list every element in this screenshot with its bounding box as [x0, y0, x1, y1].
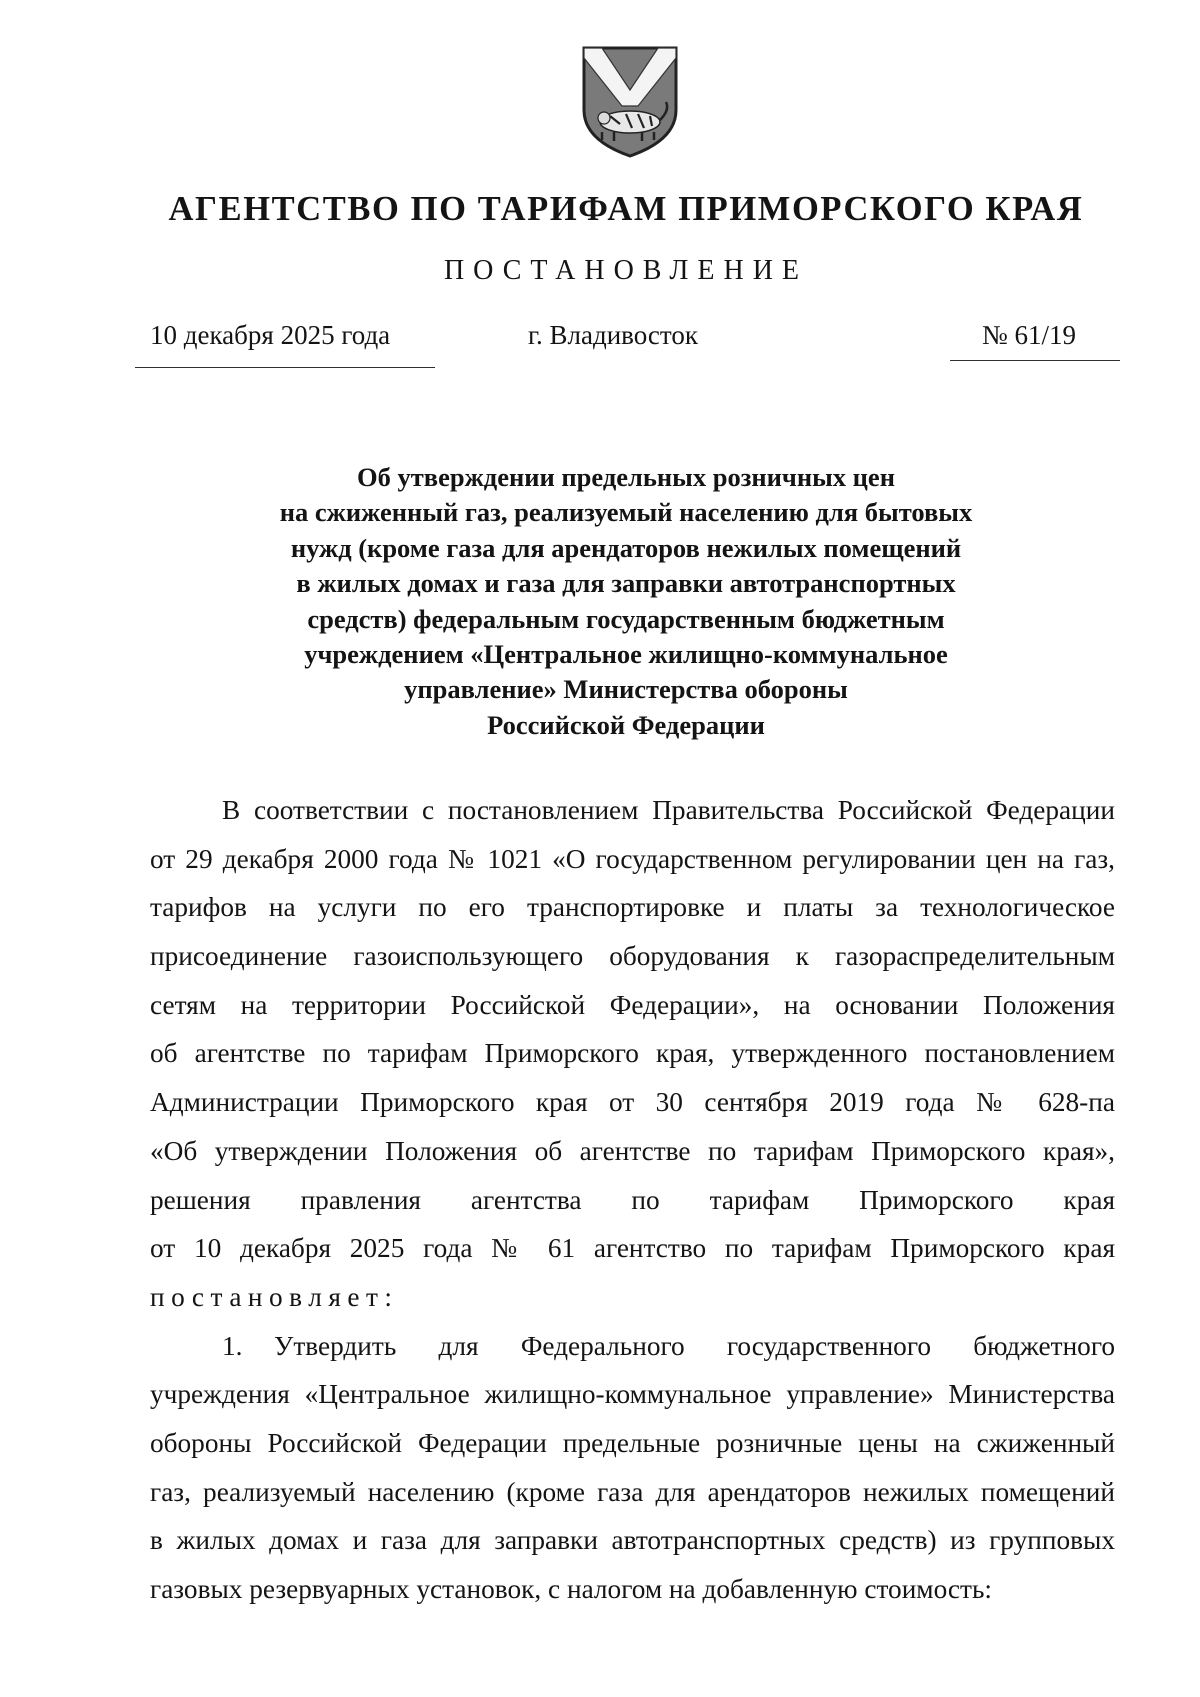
title-line: нужд (кроме газа для арендаторов нежилых помещений [290, 532, 962, 563]
preamble-line: решения правления агентства по тарифам Приморского края [150, 1184, 1115, 1215]
agency-name: АГЕНТСТВО ПО ТАРИФАМ ПРИМОРСКОГО КРАЯ [168, 190, 1084, 228]
title-line: в жилых домах и газа для заправки автотранспортных [296, 568, 956, 599]
preamble-line: В соответствии с постановлением Правительства Российской Федерации [222, 795, 1115, 825]
item-1-text: Утвердить для Федерального государственного бюджетного [274, 1330, 1115, 1361]
resolves-word: постановляет: [150, 1281, 399, 1312]
preamble-line: сетям на территории Российской Федерации», на основании Положения [150, 989, 1115, 1020]
preamble-line: тарифов на услуги по его транспортировке и платы за технологическое [150, 892, 1115, 923]
title-line: средств) федеральным государственным бюджетным [307, 603, 945, 634]
item-number: 1. [222, 1330, 243, 1361]
document-type: ПОСТАНОВЛЕНИЕ [443, 255, 809, 286]
preamble-line: от 10 декабря 2025 года № 61 агентство по тарифам Приморского края [150, 1233, 1115, 1264]
preamble-line: «Об утверждении Положения об агентстве по тарифам Приморского края», [150, 1135, 1115, 1166]
preamble-line: от 29 декабря 2000 года № 1021 «О государственном регулировании цен на газ, [150, 843, 1115, 874]
item-1-last-line: газовых резервуарных установок, с налогом на добавленную стоимость: [150, 1574, 992, 1604]
preamble-line: об агентстве по тарифам Приморского края, утвержденного постановлением [150, 1038, 1115, 1069]
number-underline [950, 360, 1120, 361]
item-1-first-line [150, 1322, 1115, 1371]
document-city: г. Владивосток [528, 320, 698, 350]
item-1-line: газ, реализуемый населению (кроме газа для арендаторов нежилых помещений [150, 1476, 1115, 1507]
title-line: учреждением «Центральное жилищно-коммунальное [304, 639, 948, 670]
document-date: 10 декабря 2025 года [150, 320, 391, 350]
preamble-line: Администрации Приморского края от 30 сентября 2019 года № 628-па [150, 1087, 1115, 1118]
preamble-line: присоединение газоиспользующего оборудования к газораспределительным [150, 941, 1115, 972]
document-body [150, 786, 1115, 1614]
title-line: управление» Министерства обороны [404, 674, 848, 705]
title-line: Российской Федерации [487, 709, 765, 740]
document-number: № 61/19 [982, 320, 1077, 350]
document-title [180, 460, 1072, 743]
title-line: Об утверждении предельных розничных цен [357, 462, 895, 492]
title-line: на сжиженный газ, реализуемый населению для бытовых [279, 497, 973, 528]
item-1-line: учреждения «Центральное жилищно-коммунальное управление» Министерства [150, 1379, 1115, 1410]
item-1-line: в жилых домах и газа для заправки автотранспортных средств) из групповых [150, 1525, 1115, 1556]
item-1-line: обороны Российской Федерации предельные розничные цены на сжиженный [150, 1427, 1115, 1458]
primorsky-krai-coat-of-arms-icon [580, 44, 680, 160]
date-underline [135, 367, 435, 368]
